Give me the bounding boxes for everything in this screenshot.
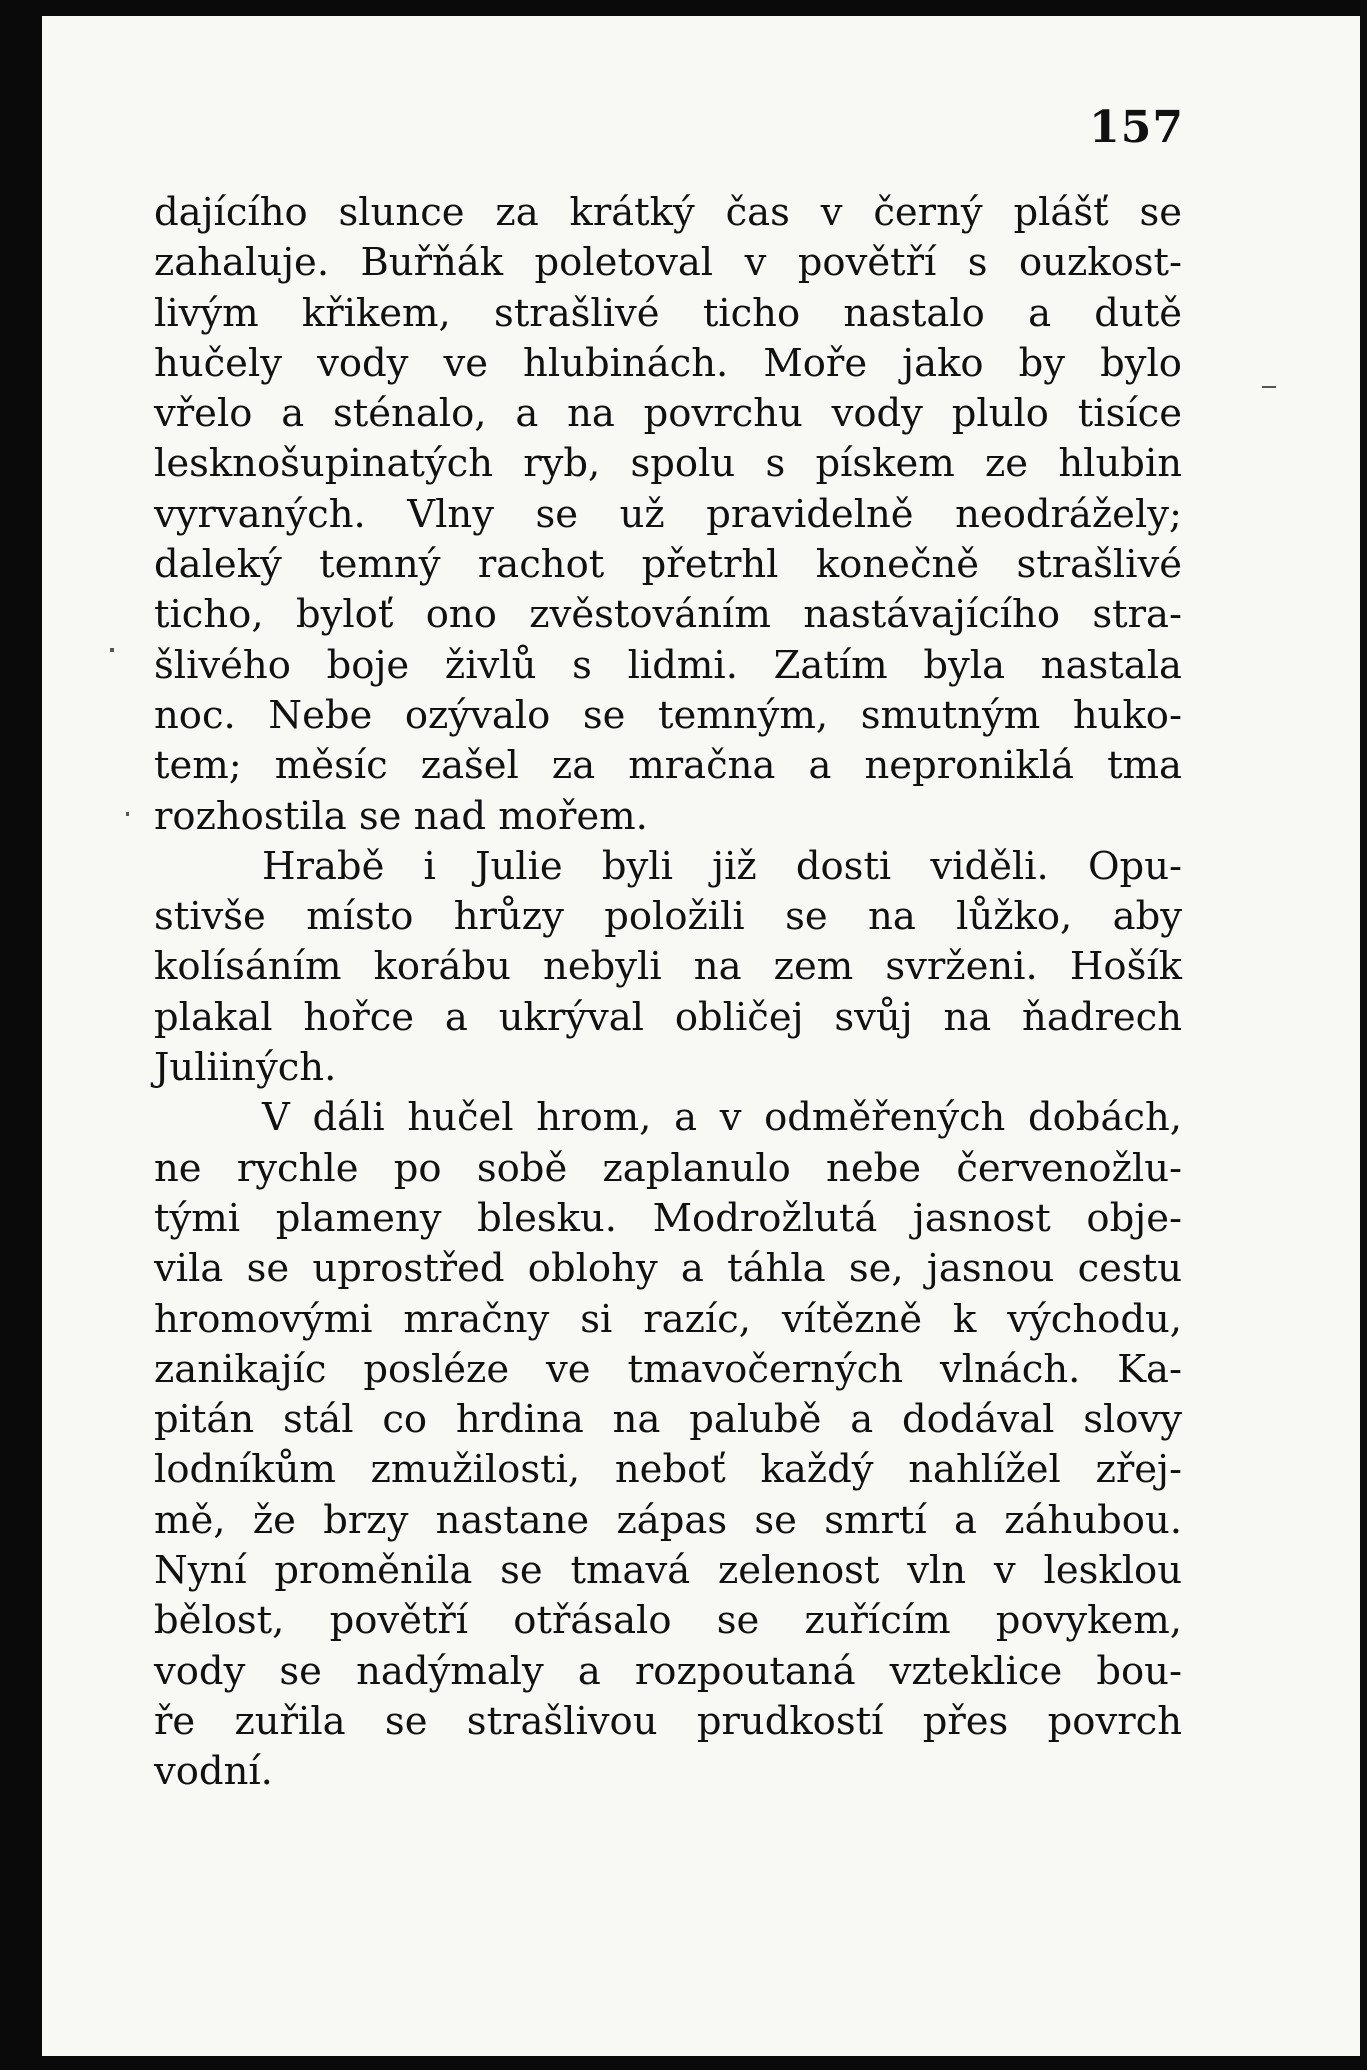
text-line: tem; měsíc zašel za mračna a neproniklá tma: [154, 743, 1182, 789]
text-line: zahaluje. Buřňák poletoval v povětří s ouzkost-: [154, 240, 1182, 286]
text-line: lodníkům zmužilosti, neboť každý nahlížel zřej-: [154, 1447, 1182, 1493]
text-line: vody se nadýmaly a rozpoutaná vzteklice bou-: [154, 1648, 1182, 1694]
page-number: 157: [1089, 102, 1184, 153]
text-line: Nyní proměnila se tmavá zelenost vln v lesklou: [154, 1548, 1182, 1594]
body-text: [154, 188, 1182, 1798]
text-line: ne rychle po sobě zaplanulo nebe červenožlu-: [154, 1145, 1182, 1191]
margin-speck: [1262, 386, 1276, 388]
text-line: daleký temný rachot přetrhl konečně strašlivé: [154, 542, 1182, 588]
text-line: vřelo a sténalo, a na povrchu vody plulo tisíce: [154, 391, 1182, 437]
text-line: ticho, byloť ono zvěstováním nastávajícího stra-: [154, 592, 1182, 638]
text-line: plakal hořce a ukrýval obličej svůj na ňadrech: [154, 994, 1182, 1040]
text-line: bělost, povětří otřásalo se zuřícím povykem,: [154, 1598, 1182, 1644]
text-line: Juliiných.: [154, 1045, 337, 1091]
book-page: [42, 16, 1360, 2056]
margin-speck: [110, 648, 114, 652]
text-line: Hrabě i Julie byli již dosti viděli. Opu-: [262, 843, 1182, 889]
text-line: ře zuřila se strašlivou prudkostí přes povrch: [154, 1698, 1182, 1744]
text-line: vodní.: [154, 1749, 273, 1795]
text-line: dajícího slunce za krátký čas v černý plášť se: [154, 190, 1182, 235]
text-line: V dáli hučel hrom, a v odměřených dobách,: [262, 1095, 1182, 1141]
text-line: hromovými mračny si razíc, vítězně k východu,: [154, 1296, 1182, 1342]
text-line: stivše místo hrůzy položili se na lůžko, aby: [154, 894, 1182, 940]
text-line: pitán stál co hrdina na palubě a dodával slovy: [154, 1397, 1182, 1443]
text-line: vila se uprostřed oblohy a táhla se, jasnou cestu: [154, 1246, 1182, 1292]
text-line: livým křikem, strašlivé ticho nastalo a dutě: [154, 290, 1182, 336]
text-line: tými plameny blesku. Modrožlutá jasnost obje-: [154, 1195, 1182, 1241]
text-line: zanikajíc posléze ve tmavočerných vlnách. Ka-: [154, 1346, 1182, 1392]
margin-speck: [126, 812, 129, 816]
text-line: hučely vody ve hlubinách. Moře jako by bylo: [154, 340, 1182, 386]
text-line: kolísáním korábu nebyli na zem svrženi. Hošík: [154, 944, 1182, 990]
text-line: šlivého boje živlů s lidmi. Zatím byla nastala: [154, 642, 1182, 688]
text-line: mě, že brzy nastane zápas se smrtí a záhubou.: [154, 1497, 1182, 1543]
text-line: lesknošupinatých ryb, spolu s pískem ze hlubin: [154, 441, 1182, 487]
text-line: noc. Nebe ozývalo se temným, smutným huko-: [154, 692, 1182, 738]
text-line: rozhostila se nad mořem.: [154, 793, 648, 839]
text-line: vyrvaných. Vlny se už pravidelně neodrážely;: [154, 491, 1182, 537]
